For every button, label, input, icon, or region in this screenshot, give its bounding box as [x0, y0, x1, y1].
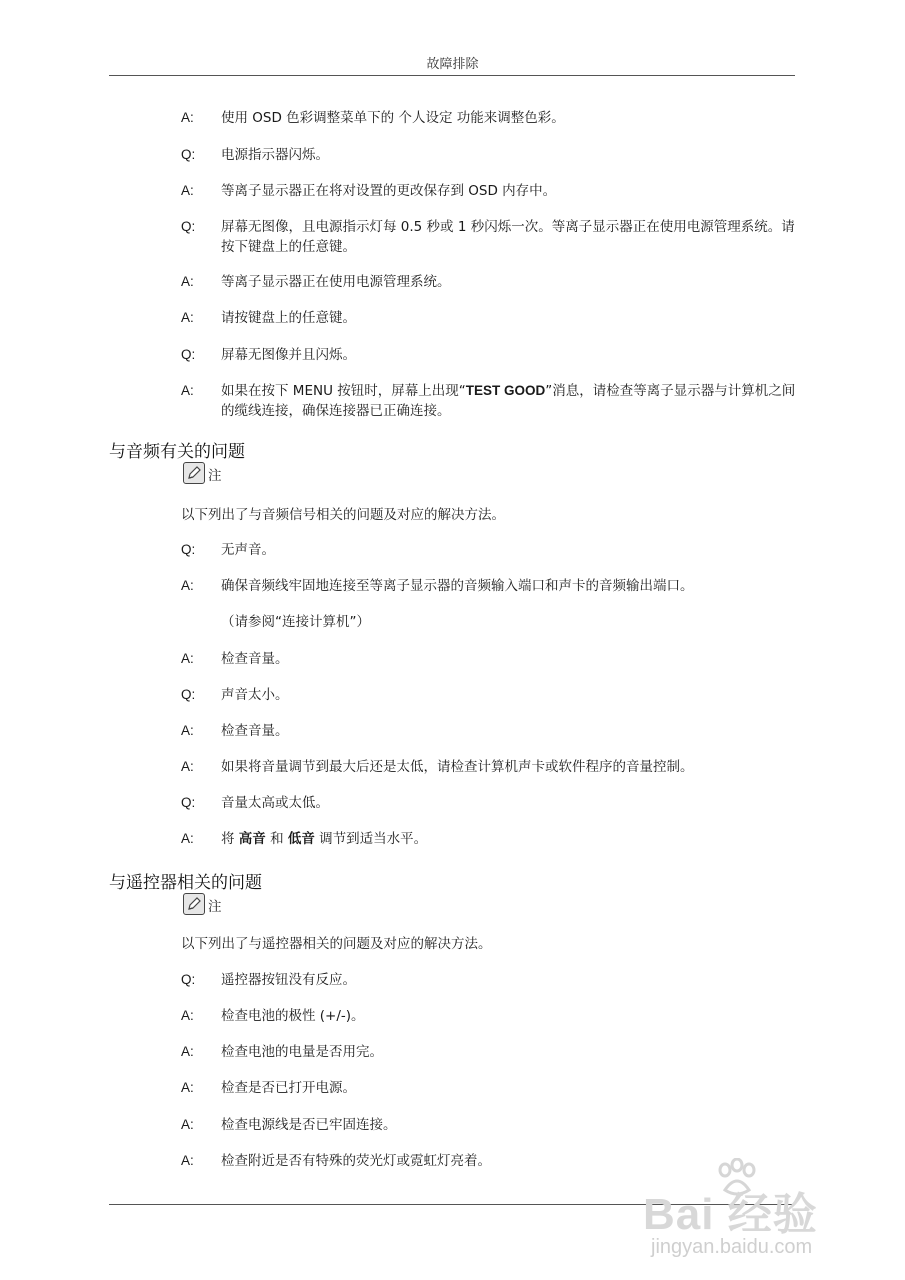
qa-text: 音量太高或太低。 — [221, 795, 329, 811]
qa-text: 确保音频线牢固地连接至等离子显示器的音频输入端口和声卡的音频输出端口。 — [221, 578, 694, 594]
remote-intro: 以下列出了与遥控器相关的问题及对应的解决方法。 — [181, 936, 492, 952]
qa-item — [181, 108, 801, 128]
qa-text: 使用 OSD 色彩调整菜单下的 个人设定 功能来调整色彩。 — [221, 110, 565, 126]
qa-key: A: — [181, 110, 194, 125]
qa-item-levels — [181, 829, 801, 849]
qa-key: A: — [181, 1008, 194, 1023]
qa-key: Q: — [181, 219, 196, 234]
qa-item — [181, 793, 801, 813]
qa-key: Q: — [181, 347, 196, 362]
qa-item — [181, 540, 801, 560]
header-divider — [109, 75, 795, 76]
qa-text: 检查音量。 — [221, 651, 289, 667]
qa-key: A: — [181, 274, 194, 289]
qa-text: 检查电池的电量是否用完。 — [221, 1044, 383, 1060]
qa-item — [181, 649, 801, 669]
qa-item — [181, 181, 801, 201]
qa-text: 电源指示器闪烁。 — [221, 147, 329, 163]
qa-key: A: — [181, 1044, 194, 1059]
qa-text — [221, 381, 801, 421]
qa-item — [181, 145, 801, 165]
baidu-watermark — [643, 1158, 873, 1268]
qa-item — [181, 308, 801, 328]
qa-item — [181, 217, 801, 257]
qa-text-post: ”消息，请检查等离子显示器与计算机之间的缆线连接，确保连接器已正确连接。 — [221, 383, 796, 419]
qa-key: A: — [181, 723, 194, 738]
qa-item — [181, 970, 801, 990]
qa-text: 屏幕无图像，且电源指示灯每 0.5 秒或 1 秒闪烁一次。等离子显示器正在使用电源管理系统。请按下键盘上的任意键。 — [221, 219, 795, 255]
qa-item — [181, 685, 801, 705]
qa-item — [181, 345, 801, 365]
qa-key: A: — [181, 1117, 194, 1132]
qa-text: 检查是否已打开电源。 — [221, 1080, 356, 1096]
qa-key: Q: — [181, 972, 196, 987]
qa-text: 检查音量。 — [221, 723, 289, 739]
qa-text-part: 将 — [221, 831, 239, 847]
qa-item-test-good — [181, 381, 801, 421]
qa-key: A: — [181, 578, 194, 593]
qa-key: A: — [181, 310, 194, 325]
audio-reference: （请参阅“连接计算机”） — [221, 614, 370, 630]
audio-note — [183, 458, 222, 484]
qa-text: 如果将音量调节到最大后还是太低，请检查计算机声卡或软件程序的音量控制。 — [221, 759, 694, 775]
qa-item — [181, 1042, 801, 1062]
audio-intro: 以下列出了与音频信号相关的问题及对应的解决方法。 — [181, 507, 505, 523]
audio-section-title: 与音频有关的问题 — [109, 442, 245, 462]
qa-text: 检查附近是否有特殊的荧光灯或霓虹灯亮着。 — [221, 1153, 491, 1169]
test-good-label: TEST GOOD — [465, 383, 546, 398]
qa-text: 等离子显示器正在使用电源管理系统。 — [221, 274, 451, 290]
qa-key: A: — [181, 383, 194, 398]
qa-text: 声音太小。 — [221, 687, 289, 703]
watermark-brand: Bai 经验 — [643, 1190, 818, 1239]
qa-text-part: 和 — [265, 831, 288, 847]
qa-text: 屏幕无图像并且闪烁。 — [221, 347, 356, 363]
qa-key: Q: — [181, 687, 196, 702]
qa-key: Q: — [181, 542, 196, 557]
qa-text: 等离子显示器正在将对设置的更改保存到 OSD 内存中。 — [221, 183, 557, 199]
qa-item — [181, 1115, 801, 1135]
qa-text: 请按键盘上的任意键。 — [221, 310, 356, 326]
qa-key: A: — [181, 1153, 194, 1168]
page-header-title: 故障排除 — [426, 57, 479, 72]
qa-key: Q: — [181, 147, 196, 162]
qa-item — [181, 1078, 801, 1098]
qa-item — [181, 757, 801, 777]
qa-key: A: — [181, 759, 194, 774]
note-pencil-icon — [183, 462, 205, 484]
qa-text-part: 调节到适当水平。 — [314, 831, 428, 847]
note-label: 注 — [208, 899, 222, 915]
treble-label: 高音 — [238, 831, 266, 846]
qa-text: 检查电源线是否已牢固连接。 — [221, 1117, 397, 1133]
remote-section-title: 与遥控器相关的问题 — [109, 873, 262, 893]
qa-item — [181, 721, 801, 741]
qa-text: 无声音。 — [221, 542, 275, 558]
qa-text-pre: 如果在按下 MENU 按钮时，屏幕上出现“ — [221, 383, 466, 399]
qa-key: A: — [181, 183, 194, 198]
watermark-url: jingyan.baidu.com — [651, 1236, 813, 1258]
qa-key: A: — [181, 651, 194, 666]
note-label: 注 — [208, 468, 222, 484]
remote-note — [183, 889, 222, 915]
qa-text: 遥控器按钮没有反应。 — [221, 972, 356, 988]
qa-key: A: — [181, 1080, 194, 1095]
qa-key: Q: — [181, 795, 196, 810]
qa-text — [221, 829, 801, 849]
bass-label: 低音 — [287, 831, 315, 846]
note-pencil-icon — [183, 893, 205, 915]
qa-item — [181, 1006, 801, 1026]
qa-text: 检查电池的极性 (+/-)。 — [221, 1008, 365, 1024]
qa-item — [181, 576, 801, 596]
qa-key: A: — [181, 831, 194, 846]
qa-item — [181, 272, 801, 292]
